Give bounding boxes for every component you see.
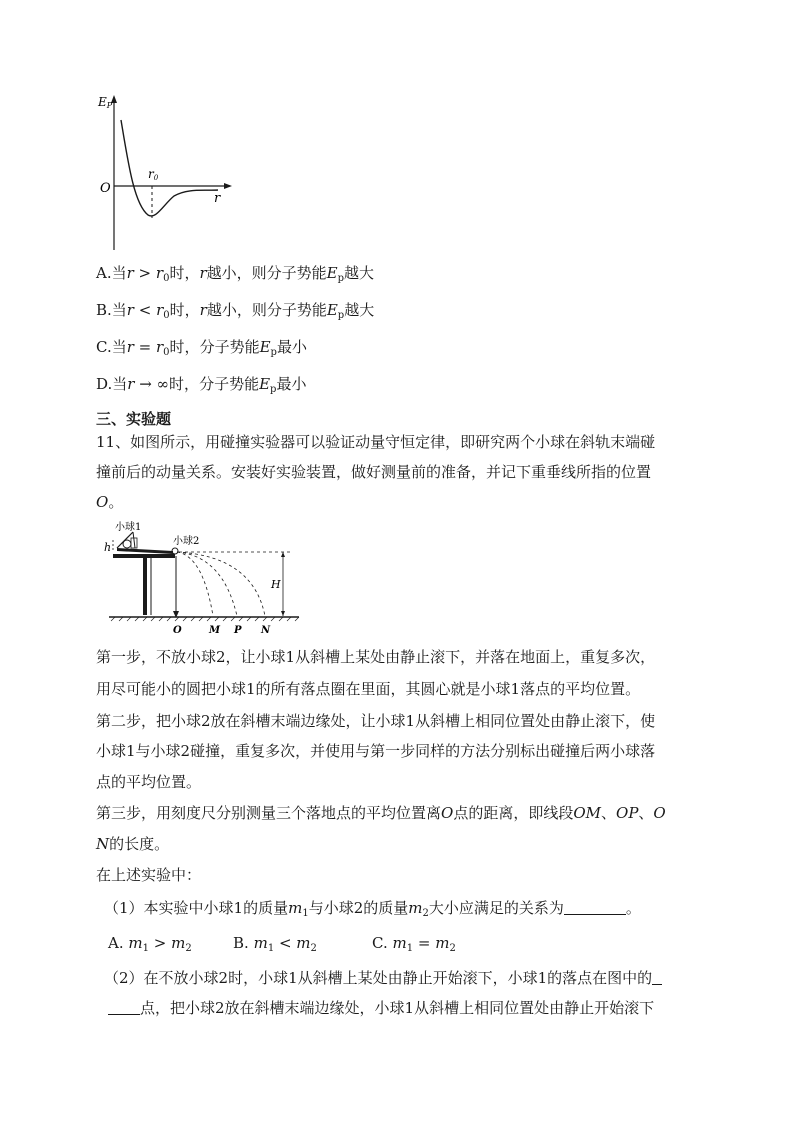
option-a: A.当$r > r_0$时，r越小，则分子势能$E_p$越大 (96, 264, 375, 284)
q11-line-1: 11、如图所示，用碰撞实验器可以验证动量守恒定律，即研究两个小球在斜轨末端碰 (96, 433, 656, 451)
table-top (113, 554, 175, 558)
sub1-choice-a: A. $m_1 > m_2$ (108, 934, 192, 954)
ball-2-label: 小球2 (173, 536, 200, 547)
ball-1-label: 小球1 (115, 522, 142, 533)
step2-line-1: 第二步，把小球2放在斜槽末端边缘处，让小球1从斜槽上相同位置处由静止滚下，使 (96, 712, 656, 730)
ball-1 (123, 540, 131, 548)
step3-line-2: N的长度。 (96, 835, 170, 853)
step2-line-2: 小球1与小球2碰撞，重复多次，并使用与第一步同样的方法分别标出碰撞后两小球落 (96, 742, 656, 760)
incline-ramp (117, 548, 173, 554)
sub1-choice-b: B. $m_1 < m_2$ (233, 934, 317, 954)
trajectory-m (177, 552, 213, 616)
ground-label-m: M (209, 625, 221, 636)
H-label: H (271, 578, 281, 591)
x-axis-label: r (214, 191, 221, 206)
q11-line-2: 撞前后的动量关系。安装好实验装置，做好测量前的准备，并记下重垂线所指的位置 (96, 463, 652, 481)
step2-line-3: 点的平均位置。 (96, 773, 202, 791)
collision-apparatus-diagram (103, 520, 303, 638)
step1-line-2: 用尽可能小的圆把小球1的所有落点圈在里面，其圆心就是小球1落点的平均位置。 (96, 680, 641, 698)
ground-label-p: P (234, 625, 242, 636)
potential-curve (121, 120, 218, 216)
q11-line-3: O。 (96, 493, 124, 511)
H-marker-arrow-bottom (281, 611, 285, 616)
sub2-line-1: （2）在不放小球2时，小球1从斜槽上某处由静止开始滚下，小球1的落点在图中的 (104, 968, 662, 988)
answer-blank-2a[interactable] (652, 970, 662, 985)
H-marker-arrow-top (281, 552, 285, 557)
potential-energy-graph (92, 92, 242, 252)
answer-blank-1[interactable] (564, 900, 626, 915)
trajectory-n (177, 552, 265, 616)
x-axis-arrow (224, 183, 232, 189)
option-b: B.当$r < r_0$时，r越小，则分子势能$E_p$越大 (96, 301, 375, 321)
experiment-intro: 在上述实验中： (96, 866, 202, 884)
r0-label: r0 (148, 167, 159, 182)
section-heading: 三、实验题 (96, 410, 172, 428)
origin-label: O (100, 181, 111, 196)
step1-line-1: 第一步，不放小球2，让小球1从斜槽上某处由静止滚下，并落在地面上，重复多次， (96, 648, 656, 666)
sub2-line-2: 点，把小球2放在斜槽末端边缘处，小球1从斜槽上相同位置处由静止开始滚下 (108, 998, 654, 1018)
sub1-choice-c: C. $m_1 = m_2$ (372, 934, 456, 954)
h-label: h (104, 541, 112, 554)
sub1-question: （1）本实验中小球1的质量$m_1$与小球2的质量$m_2$大小应满足的关系为 。 (104, 899, 641, 919)
answer-blank-2b[interactable] (108, 1000, 140, 1015)
ground-label-o: O (173, 625, 182, 636)
step3-line-1: 第三步，用刻度尺分别测量三个落地点的平均位置离O点的距离，即线段OM、OP、O (96, 804, 666, 822)
trajectory-p (177, 552, 237, 616)
y-axis-label: EP (98, 95, 113, 110)
option-c: C.当$r = r_0$时，分子势能$E_p$最小 (96, 338, 307, 358)
option-d: D.当r → ∞时，分子势能$E_p$最小 (96, 375, 307, 395)
ramp-top (133, 532, 135, 548)
ground-label-n: N (261, 625, 271, 636)
